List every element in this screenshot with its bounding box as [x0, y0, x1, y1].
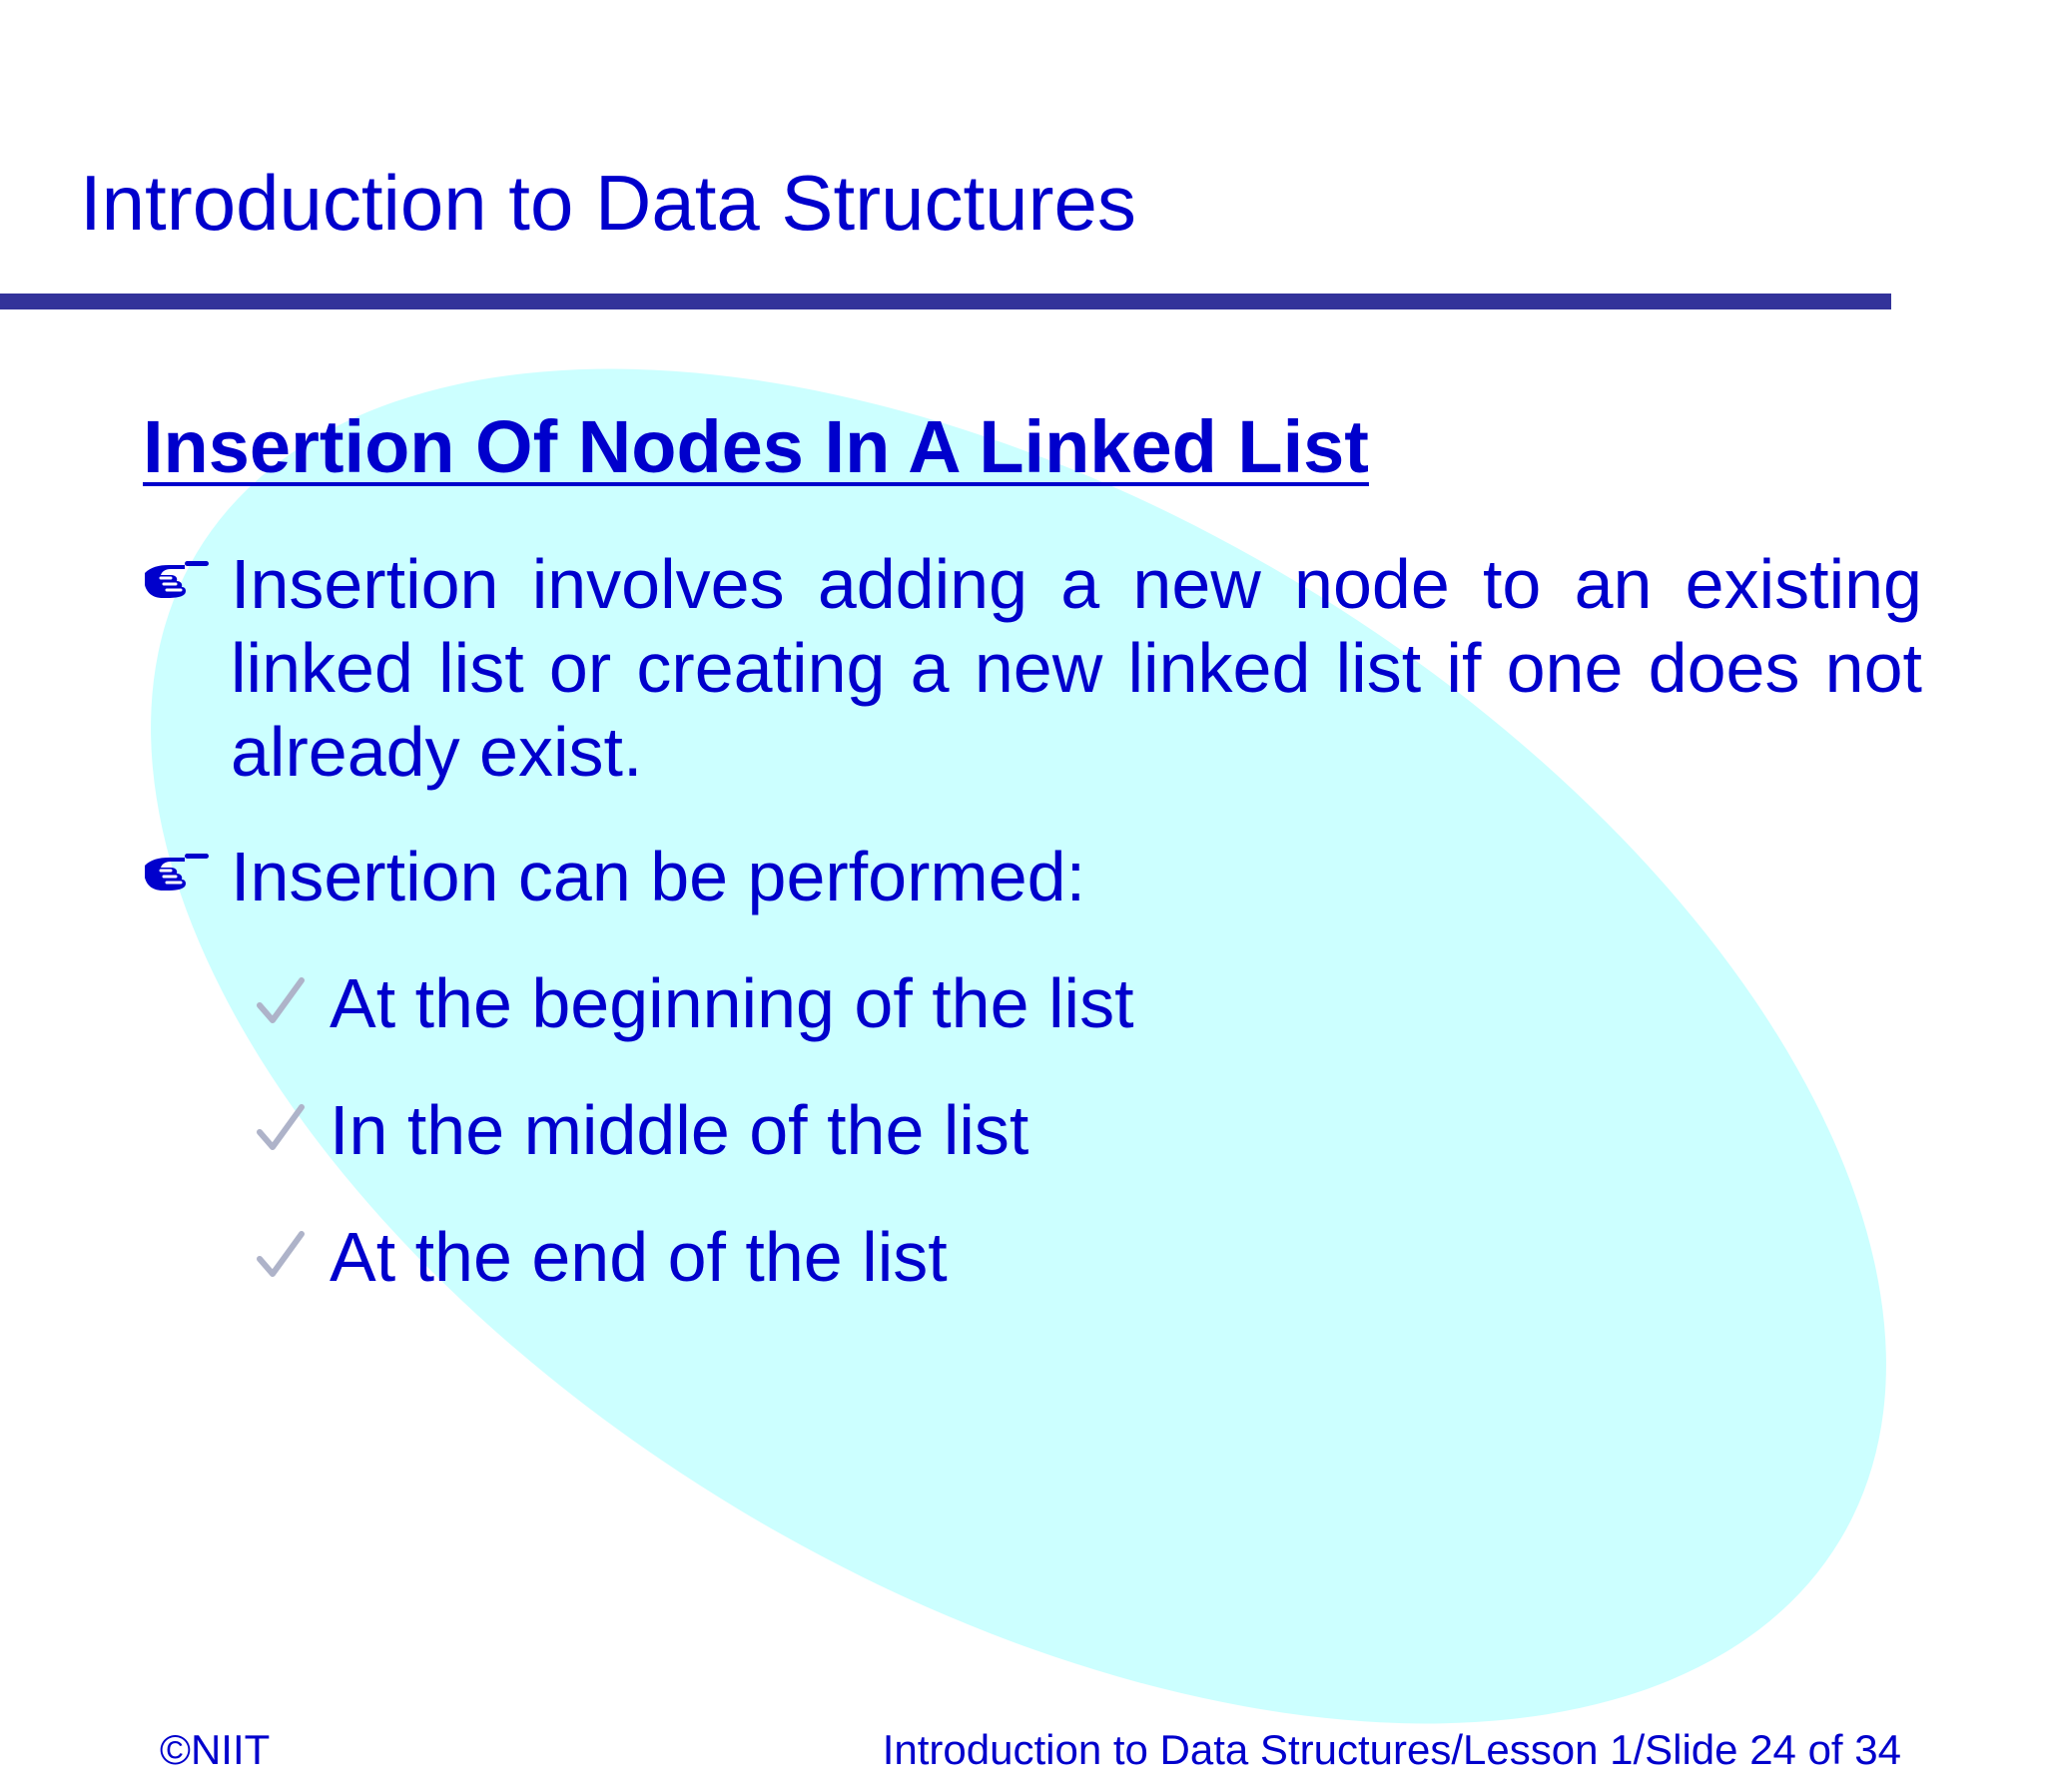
bullet-text: Insertion involves adding a new node to an existing linked list or creating a new linked list if one does not already exist. — [231, 545, 1922, 791]
check-icon — [255, 1229, 307, 1283]
sub-bullet-text: In the middle of the list — [330, 1091, 1029, 1169]
sub-bullet-text: At the end of the list — [330, 1218, 948, 1296]
slide-title: Introduction to Data Structures — [80, 159, 1136, 247]
bullet-text: Insertion can be performed: — [231, 838, 1086, 915]
footer-copyright: ©NIIT — [160, 1726, 271, 1773]
footer-slide-info: Introduction to Data Structures/Lesson 1/Slide 24 of 34 — [882, 1726, 1901, 1773]
sub-bullet-text: At the beginning of the list — [330, 964, 1134, 1042]
check-icon — [255, 975, 307, 1029]
section-heading: Insertion Of Nodes In A Linked List — [143, 405, 1369, 488]
pointing-hand-icon — [143, 555, 211, 599]
title-divider — [0, 294, 1891, 309]
check-icon — [255, 1102, 307, 1156]
pointing-hand-icon — [143, 848, 211, 892]
